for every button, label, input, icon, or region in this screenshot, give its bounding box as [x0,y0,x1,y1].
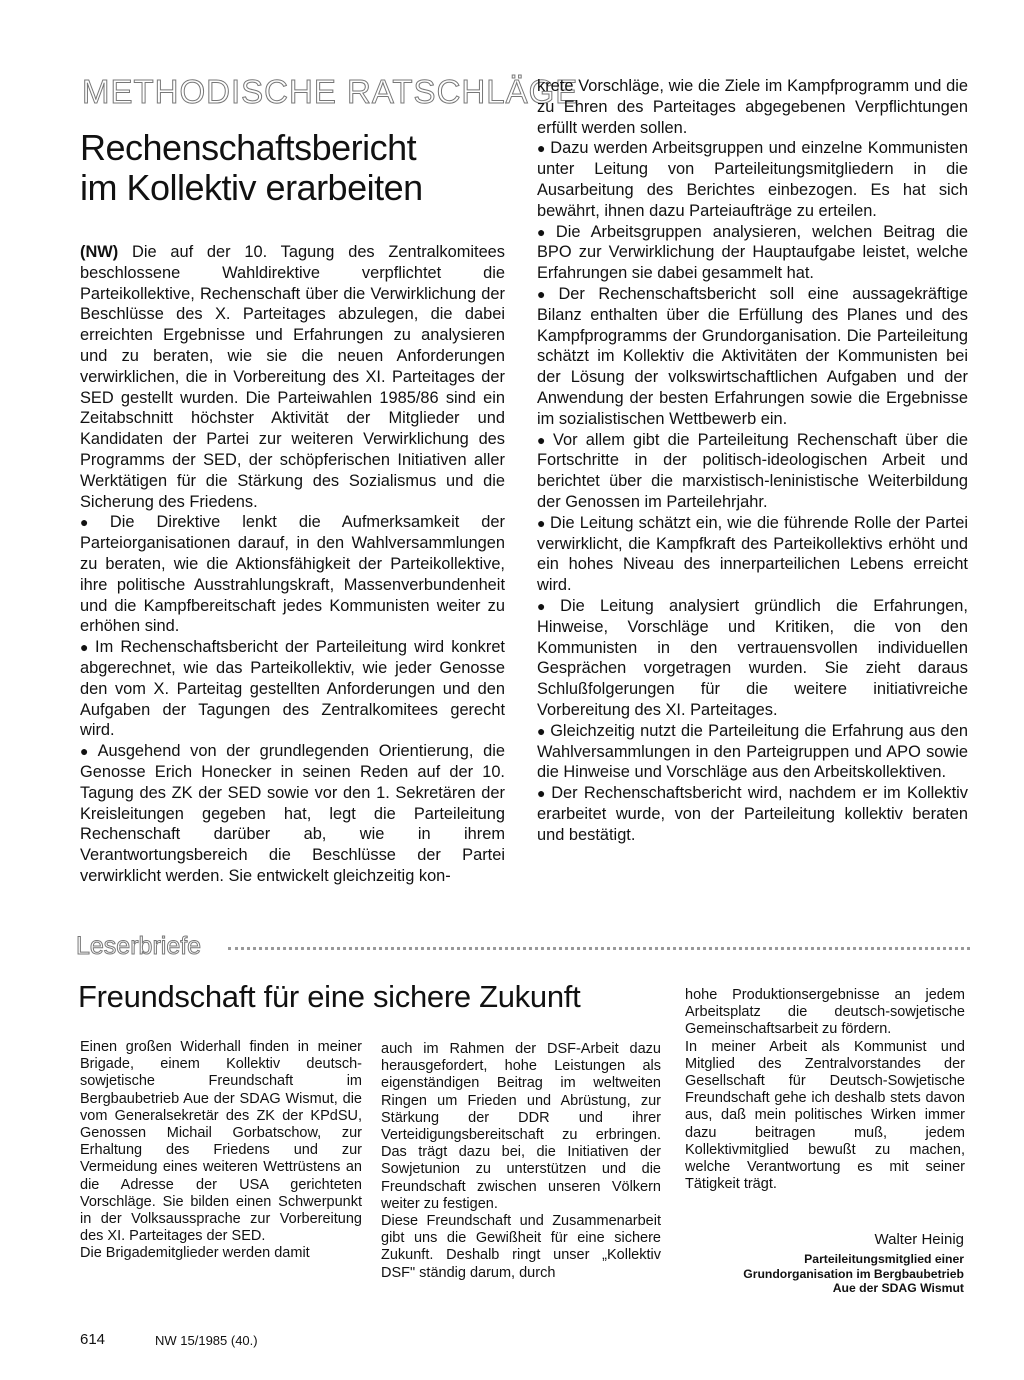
paragraph-text: Im Rechenschaftsbericht der Parteileitung wird konkret abgerechnet, wie das Parteikollektiv, wie jeder Genosse den vom X. Parteitag gestellten Anforderungen und den Aufgaben der Tagungen des Zentralkomitees gerecht wird. [80,638,505,740]
bullet-icon: ● [80,639,92,656]
section-kicker: METHODISCHE RATSCHLÄGE [82,73,579,110]
signature-title-line: Grundorganisation im Bergbaubetrieb [743,1266,964,1281]
signature-title [700,1252,964,1296]
bullet-icon: ● [537,597,557,614]
letter-paragraph: Diese Freundschaft und Zusammenarbeit gibt uns die Gewißheit für eine sichere Zukunft. Deshalb ringt unser „Kollektiv DSF" ständig darum, durch [381,1213,661,1281]
bullet-paragraph [80,512,505,637]
bullet-paragraph [537,513,968,596]
paragraph-text: Die Direktive lenkt die Aufmerksamkeit der Parteiorganisationen darauf, in den Wahlversammlungen zu beraten, wie die Aktionsfähigkeit der Parteikollektive, ihre politische Ausstrahlungskraft, Massenverbundenheit und die Kampfbereitschaft jedes Kommunisten weiter zu erhöhen sind. [80,513,505,636]
letter-paragraph: auch im Rahmen der DSF-Arbeit dazu herausgefordert, hohe Leistungen als eigenständigen Beitrag im weltweiten Ringen um Frieden und Abrüstung, zur Stärkung der DDR und ihrer Verteidigungsbereitschaft zu erbringen. Das trägt dazu bei, die Initiativen der Sowjetunion zu unterstützen und die Freundschaft zwischen unseren Völkern weiter zu festigen. [381,1041,661,1212]
paragraph-text: Die Arbeitsgruppen analysieren, welchen Beitrag die BPO zur Verwirklichung der Hauptaufgabe leistet, welche Erfahrungen sie dabei gesammelt hat. [537,222,968,283]
bullet-paragraph [80,637,505,741]
paragraph-text: Der Rechenschaftsbericht wird, nachdem er im Kollektiv erarbeitet wurde, von der Parteileitung kollektiv beraten und bestätigt. [537,784,968,844]
headline-line-1: Rechenschaftsbericht [80,127,417,168]
bullet-icon: ● [537,514,547,531]
letter-column-1 [80,1039,362,1263]
signature-title-line: Aue der SDAG Wismut [832,1281,964,1295]
source-tag: (NW) [80,243,119,261]
paragraph-text: Gleichzeitig nutzt die Parteileitung die Erfahrung aus den Wahlversammlungen in den Parteigruppen und APO sowie die Hinweise und Vorschläge aus den Arbeitskollektiven. [537,721,968,782]
paragraph-text: Die Leitung analysiert gründlich die Erfahrungen, Hinweise, Vorschläge und Kritiken, die von den Kommunisten in den vertrauensvollen individuellen Gesprächen vorgetragen wurden. Sie zieht daraus Schlußfolgerungen für die weitere initiativreiche Vorbereitung des XI. Parteitages. [537,596,968,719]
bullet-icon: ● [80,743,94,760]
article-headline [80,128,520,208]
signature-name: Walter Heinig [874,1231,964,1248]
bullet-icon: ● [80,514,106,531]
page-number: 614 [80,1331,106,1348]
bullet-icon: ● [537,722,547,739]
bullet-paragraph [537,222,968,284]
bullet-icon: ● [537,785,548,802]
paragraph-text: Dazu werden Arbeitsgruppen und einzelne Kommunisten unter Leitung von Parteileitungsmitgliedern in die Ausarbeitung des Berichtes einbezogen. Es hat sich bewährt, ihnen dazu Parteiaufträge zu erteilen. [537,139,968,220]
signature-title-line: Parteileitungsmitglied einer [804,1252,964,1266]
intro-paragraph [80,242,505,512]
letter-paragraph: hohe Produktionsergebnisse an jedem Arbeitsplatz die deutsch-sowjetische Gemeinschaftsarbeit zu fördern. [685,987,965,1038]
bullet-paragraph [537,596,968,721]
issue-label: NW 15/1985 (40.) [155,1333,258,1348]
paragraph-text: Der Rechenschaftsbericht soll eine aussagekräftige Bilanz enthalten über die Erfüllung des Planes und des Kampfprogramms der Grundorganisation. Die Parteileitung schätzt im Kollektiv die Aktivitäten der Kommunisten bei der Lösung der volkswirtschaftlichen Aufgaben und der Anwendung der besten Erfahrungen sowie die Ergebnisse im sozialistischen Wettbewerb ein. [537,284,968,428]
bullet-icon: ● [537,140,547,157]
paragraph-text: Die Leitung schätzt ein, wie die führende Rolle der Partei verwirklicht, die Kampfkraft des Parteikollektivs erhöht und ein hohes Niveau des innerparteilichen Lebens erreicht wird. [537,513,968,595]
bullet-paragraph [537,430,968,513]
headline-line-2: im Kollektiv erarbeiten [80,167,423,208]
bullet-paragraph [537,721,968,783]
letter-paragraph: Einen großen Widerhall finden in meiner Brigade, einem Kollektiv deutsch-sowjetische Freundschaft im Bergbaubetrieb Aue der SDAG Wismut, die vom Generalsekretär des ZK der KPdSU, Genossen Michail Gorbatschow, zur Erhaltung des Friedens und zur Vermeidung eines weiteren Wettrüstens an die Adresse der USA gerichteten Vorschläge. Sie bilden einen Schwerpunkt in der Volksaussprache zur Vorbereitung des XI. Parteitages der SED. [80,1039,362,1245]
bullet-paragraph [537,783,968,845]
continued-paragraph: krete Vorschläge, wie die Ziele im Kampfprogramm und die zu Ehren des Parteitages abgegebenen Verpflichtungen erfüllt werden sollen. [537,77,968,137]
article-column-2 [537,76,968,845]
paragraph-text: Ausgehend von der grundlegenden Orientierung, die Genosse Erich Honecker in seinen Reden auf der 10. Tagung des ZK der SED sowie vor den 1. Sekretären der Kreisleitungen gegeben hat, legt die Parteileitung Rechenschaft darüber ab, wie in ihrem Verantwortungsbereich die Beschlüsse der Partei verwirklicht werden. Sie entwickelt gleichzeitig kon- [80,742,505,885]
paragraph-text: Vor allem gibt die Parteileitung Rechenschaft über die Fortschritte in der politisch-ideologischen Arbeit und berichtet über die marxistisch-leninistische Weiterbildung der Genossen im Parteilehrjahr. [537,430,968,511]
section-divider [228,947,970,950]
bullet-icon: ● [537,285,555,302]
bullet-icon: ● [537,431,550,448]
letter-column-3 [685,987,965,1193]
letters-kicker: Leserbriefe [76,932,202,960]
bullet-icon: ● [537,223,552,240]
bullet-paragraph [537,138,968,221]
letter-paragraph: In meiner Arbeit als Kommunist und Mitglied des Zentralvorstandes der Gesellschaft für Deutsch-Sowjetische Freundschaft gehe ich deshalb stets davon aus, daß mein politisches Wirken immer dazu beitragen muß, jedem Kollektivmitglied bewußt zu machen, welche Verantwortung es mit seiner Tätigkeit trägt. [685,1038,965,1193]
bullet-paragraph [80,741,505,887]
article-column-1 [80,242,505,887]
letter-column-2 [381,1041,661,1282]
letters-headline: Freundschaft für eine sichere Zukunft [78,979,581,1014]
letter-paragraph: Die Brigademitglieder werden damit [80,1245,310,1262]
intro-text: Die auf der 10. Tagung des Zentralkomitees beschlossene Wahldirektive verpflichtet die Parteikollektive, Rechenschaft über die Verwirklichung der Beschlüsse des X. Parteitages abzulegen, die dabei erreichten Ergebnisse und Erfahrungen zu analysieren und zu beraten, wie sie die neuen Anforderungen verwirklichen, die in Vorbereitung des XI. Parteitages der SED gestellt wurden. Die Parteiwahlen 1985/86 sind ein Zeitabschnitt höchster Aktivität der Mitglieder und Kandidaten der Partei zur weiteren Verwirklichung des Programms der SED, der schöpferischen Initiativen aller Werktätigen für die Stärkung des Sozialismus und die Sicherung des Friedens. [80,243,505,511]
bullet-paragraph [537,284,968,430]
